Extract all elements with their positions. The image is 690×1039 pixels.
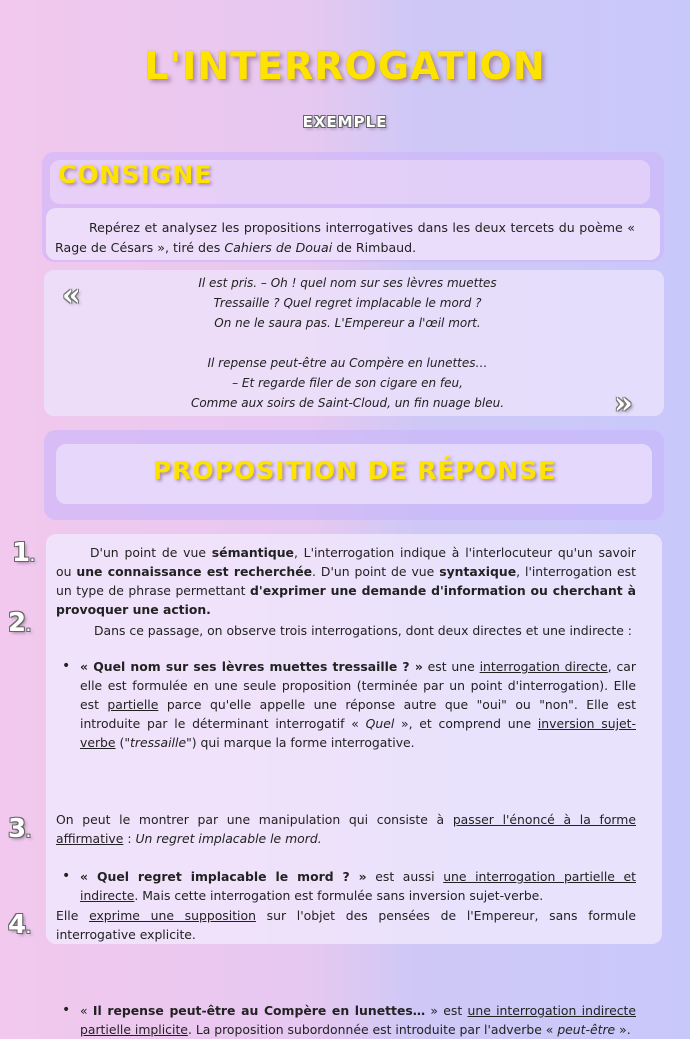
close-quote-icon: »: [614, 386, 633, 421]
number-4: 4.: [8, 910, 31, 940]
paragraph-2: Dans ce passage, on observe trois interrogations, dont deux directes et une indirecte :: [94, 623, 632, 638]
poem-line: Tressaille ? Quel regret implacable le mord ?: [213, 296, 482, 310]
poem-line: Il est pris. – Oh ! quel nom sur ses lèvres muettes: [198, 276, 497, 290]
poem-line: [100, 333, 595, 353]
open-quote-icon: «: [62, 278, 81, 313]
consigne-heading: CONSIGNE: [58, 160, 213, 189]
reponse-heading: PROPOSITION DE RÉPONSE: [152, 456, 557, 485]
paragraph-1: D'un point de vue sémantique, L'interrogation indique à l'interlocuteur qu'un savoir ou une connaissance est recherchée. D'un point de vue syntaxique, l'interrogation est un type de phrase permettant d'exprimer une demande d'information ou cherchant à provoquer une action.: [56, 545, 636, 617]
poem-line: On ne le saura pas. L'Empereur a l'œil mort.: [214, 316, 481, 330]
bullet-3: • « Il repense peut-être au Compère en lunettes… » est une interrogation indirecte partielle implicite. La proposition subordonnée est introduite par l'adverbe « peut-être ».: [56, 1001, 636, 1039]
consigne-text: Repérez et analysez les propositions interrogatives dans les deux tercets du poème « Rage de Césars », tiré des Cahiers de Douai de Rimbaud.: [55, 220, 635, 255]
poem-line: – Et regarde filer de son cigare en feu,: [232, 376, 463, 390]
number-1: 1.: [12, 538, 35, 568]
bullet-1: • « Quel nom sur ses lèvres muettes tressaille ? » est une interrogation directe, car elle est formulée en une seule proposition (terminée par un point d'interrogation). Elle est partielle parce qu'elle appelle une réponse autre que "oui" ou "non". Elle est introduite par le déterminant interrogatif « Quel », et comprend une inversion sujet-verbe ("tressaille") qui marque la forme interrogative.: [56, 657, 636, 752]
poem-text: [100, 273, 595, 413]
paragraph-4: Elle exprime une supposition sur l'objet des pensées de l'Empereur, sans formule interrogative explicite.: [56, 908, 637, 942]
number-2: 2.: [8, 608, 31, 638]
page-title: L'INTERROGATION: [144, 44, 546, 88]
bullet-2: • « Quel regret implacable le mord ? » est aussi une interrogation partielle et indirecte. Mais cette interrogation est formulée sans inversion sujet-verbe.: [56, 867, 636, 905]
number-3: 3.: [8, 814, 31, 844]
paragraph-3: On peut le montrer par une manipulation qui consiste à passer l'énoncé à la forme affirmative : Un regret implacable le mord.: [56, 812, 636, 846]
page-subtitle: EXEMPLE: [302, 113, 388, 131]
poem-line: Comme aux soirs de Saint-Cloud, un fin nuage bleu.: [190, 396, 505, 410]
poem-line: Il repense peut-être au Compère en lunettes…: [207, 356, 488, 370]
